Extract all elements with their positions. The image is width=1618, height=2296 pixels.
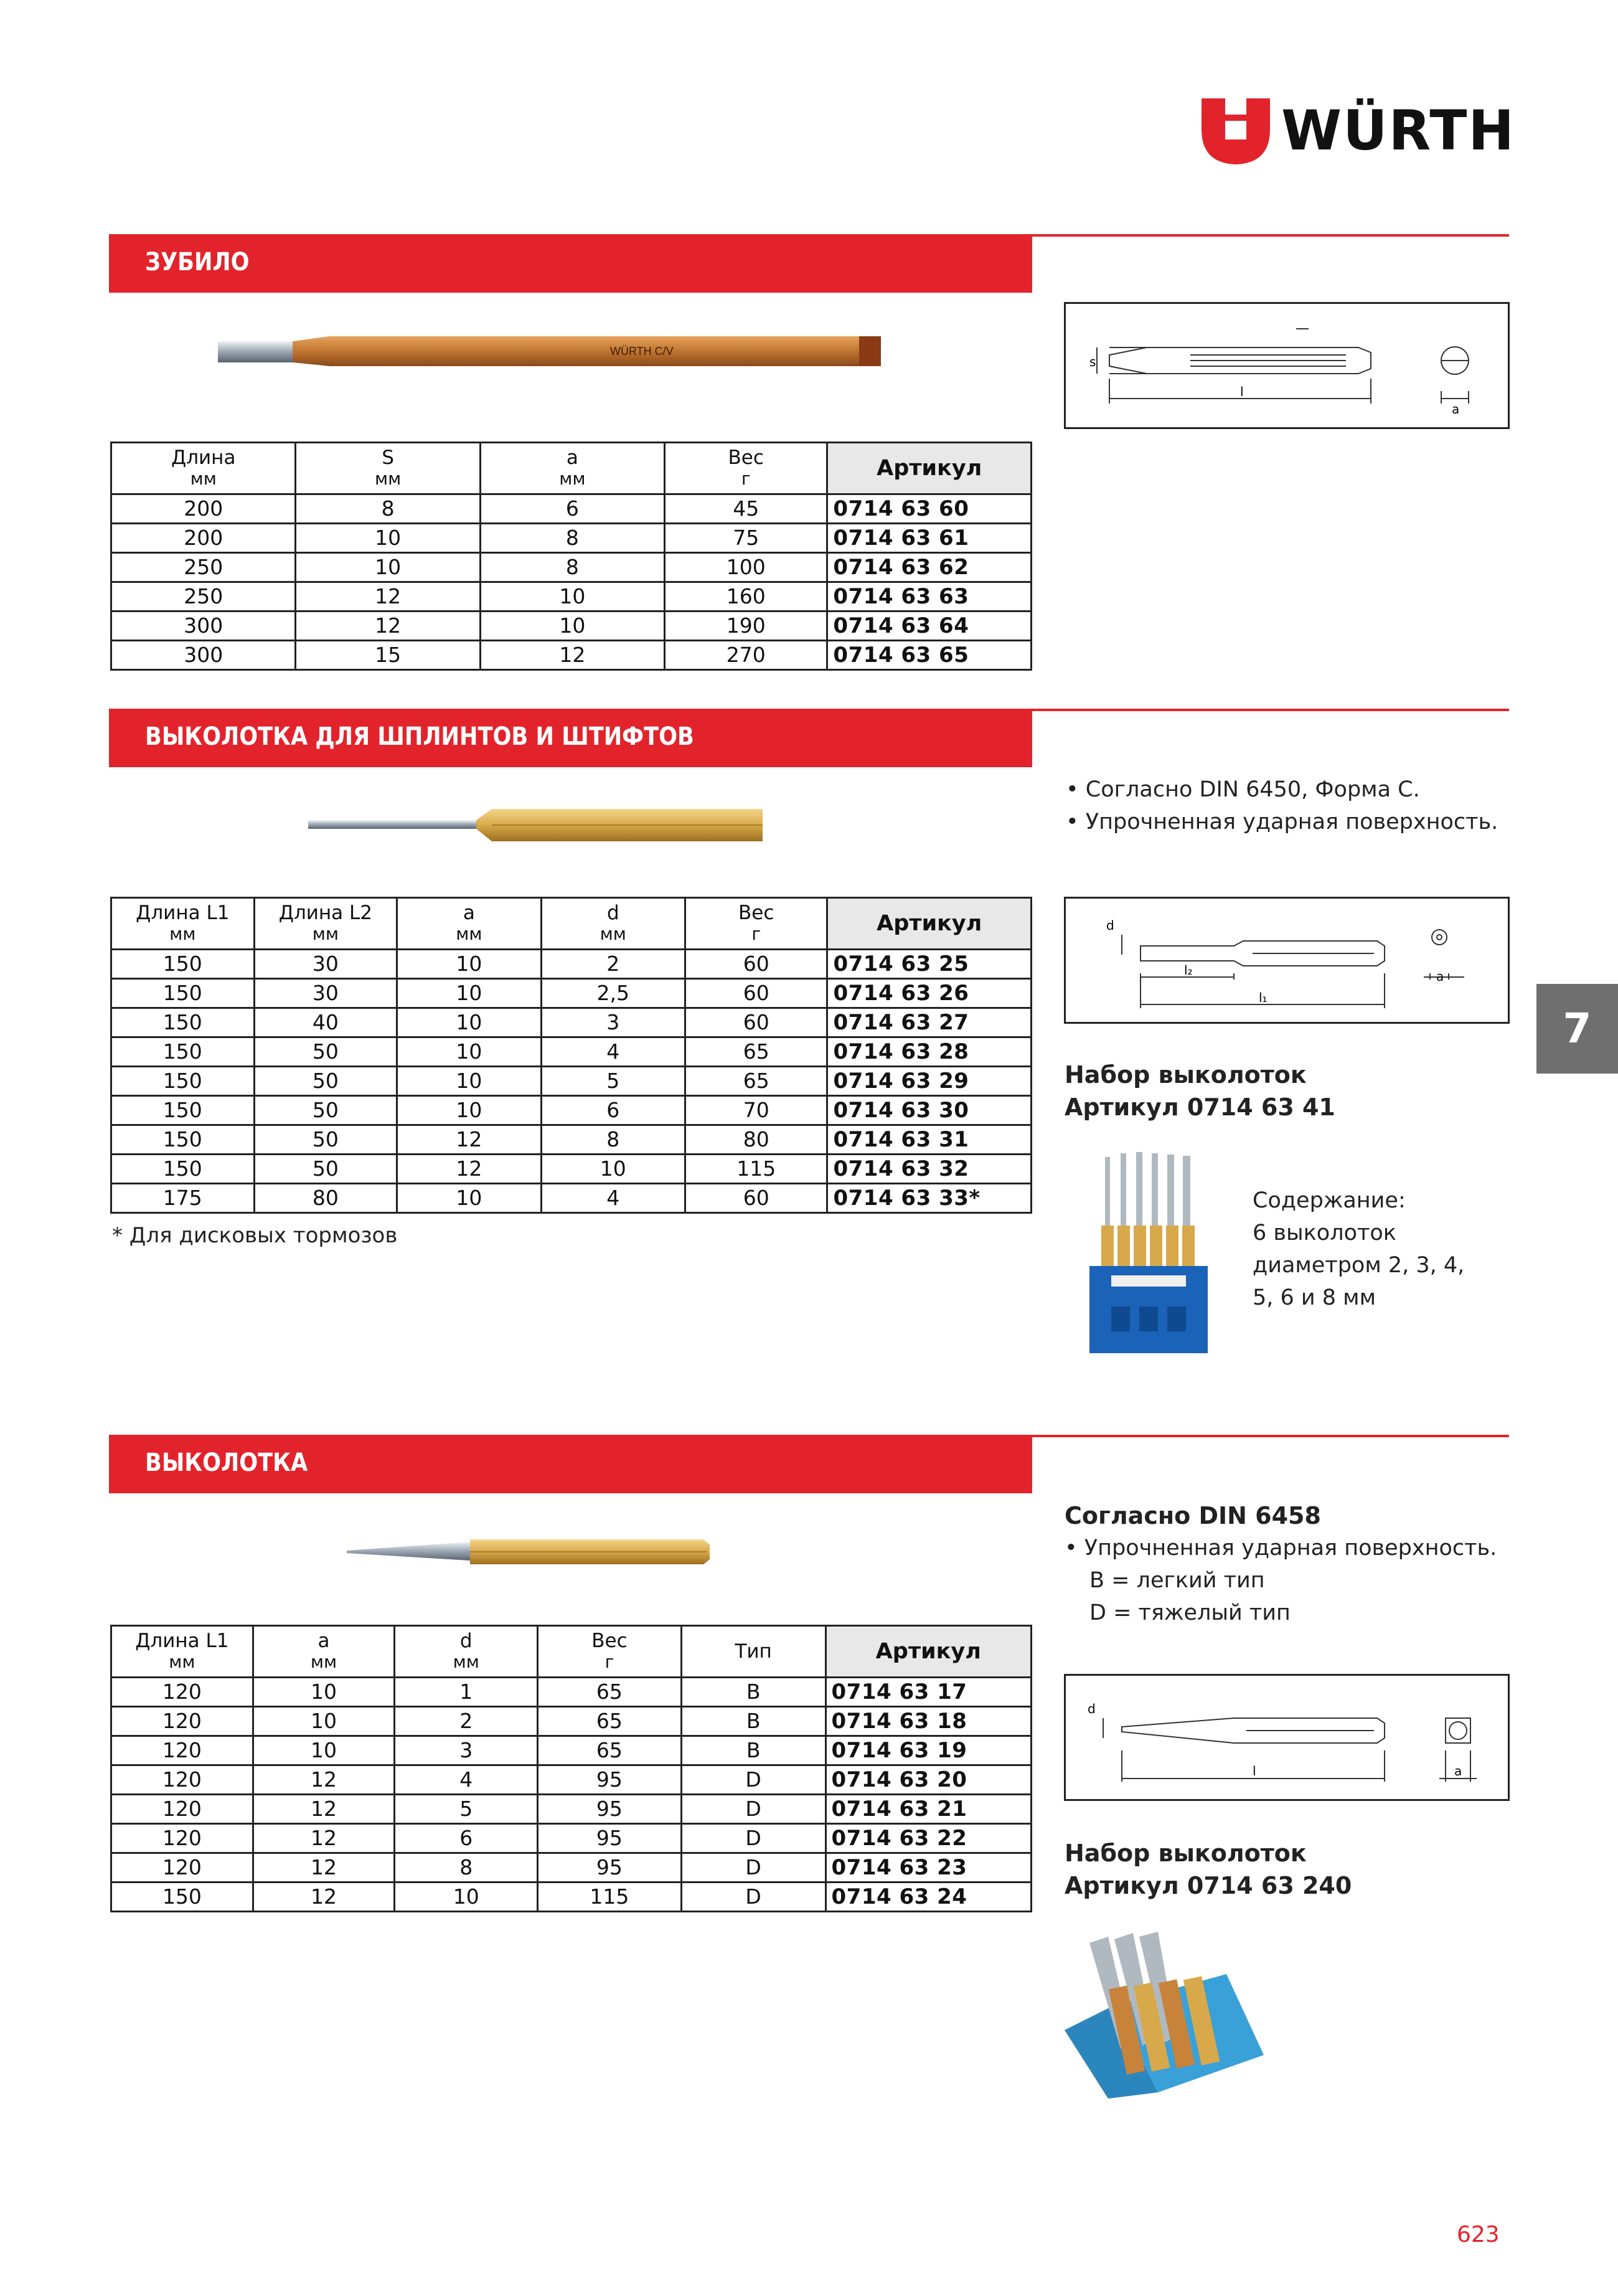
section-divider-line [1032, 1435, 1509, 1437]
table-row: 150 30 10 2 60 0714 63 25 [111, 950, 1032, 979]
table-row: 150 50 10 6 70 0714 63 30 [111, 1096, 1032, 1125]
pin-punch-bullets [1066, 773, 1498, 838]
set-article: Артикул 0714 63 41 [1065, 1094, 1335, 1121]
type-note: D = тяжелый тип [1089, 1600, 1291, 1625]
table-header: d мм [541, 898, 685, 950]
section-title: ЗУБИЛО [145, 248, 250, 276]
section-divider-line [1032, 234, 1509, 237]
table-header: d мм [395, 1626, 538, 1678]
pin-punch-set-contents [1253, 1184, 1464, 1314]
section-header-chisel [109, 234, 1032, 293]
taper-punch-set-heading [1065, 1837, 1352, 1902]
table-row: 120 10 3 65 B 0714 63 19 [111, 1736, 1032, 1765]
wurth-logo [1202, 98, 1516, 167]
table-row: 150 50 10 4 65 0714 63 28 [111, 1037, 1032, 1067]
table-header: S мм [296, 443, 480, 494]
pin-punch-label-l2: l₂ [1184, 963, 1193, 978]
table-header-article: Артикул [825, 1626, 1032, 1678]
table-row: 300 15 12 270 0714 63 65 [111, 641, 1032, 670]
table-header: Длина L1 мм [111, 898, 255, 950]
taper-punch-label-l: l [1253, 1764, 1256, 1779]
set-content-line: 6 выколоток [1253, 1221, 1396, 1245]
bullet-item: • Согласно DIN 6450, Форма С. [1066, 777, 1420, 802]
pin-punch-image [305, 800, 766, 850]
pin-punch-dimension-diagram [1064, 897, 1510, 1024]
table-header: Длина L2 мм [254, 898, 397, 950]
table-row: 300 12 10 190 0714 63 64 [111, 612, 1032, 641]
table-row: 120 12 8 95 D 0714 63 23 [111, 1853, 1032, 1883]
chisel-spec-table [110, 442, 1032, 671]
standard-text: Согласно DIN 6458 [1065, 1502, 1321, 1529]
set-content-line: диаметром 2, 3, 4, [1253, 1253, 1465, 1278]
table-header-article: Артикул [827, 898, 1032, 950]
table-row: 120 10 1 65 B 0714 63 17 [111, 1678, 1032, 1707]
table-header: Длина мм [111, 443, 296, 494]
chisel-label-l: l [1240, 384, 1244, 399]
table-header: Вес г [685, 898, 827, 950]
footnote: * Для дисковых тормозов [112, 1223, 398, 1248]
logo-text: WÜRTH [1281, 98, 1516, 163]
chisel-label-a: a [1452, 402, 1460, 417]
table-row: 175 80 10 4 60 0714 63 33* [111, 1184, 1032, 1213]
type-note: B = легкий тип [1089, 1568, 1265, 1593]
taper-punch-dimension-diagram [1064, 1674, 1510, 1801]
table-row: 120 12 4 95 D 0714 63 20 [111, 1765, 1032, 1795]
pin-punch-set-heading [1065, 1059, 1335, 1123]
table-row: 200 8 6 45 0714 63 60 [111, 494, 1032, 524]
taper-punch-set-image [1065, 1930, 1270, 2099]
set-content-line: Содержание: [1253, 1188, 1406, 1213]
table-row: 150 50 10 5 65 0714 63 29 [111, 1067, 1032, 1096]
table-row: 120 12 6 95 D 0714 63 22 [111, 1824, 1032, 1853]
table-row: 150 50 12 10 115 0714 63 32 [111, 1155, 1032, 1184]
page-number: 623 [1457, 2222, 1500, 2247]
table-row: 250 10 8 100 0714 63 62 [111, 553, 1032, 582]
chisel-marking: WÜRTH C/V [610, 345, 674, 357]
table-header: a мм [480, 443, 664, 494]
set-article: Артикул 0714 63 240 [1065, 1872, 1352, 1899]
section-title: ВЫКОЛОТКА [145, 1448, 308, 1477]
table-header: Вес г [538, 1626, 682, 1678]
pin-punch-set-image [1086, 1151, 1211, 1356]
section-header-taper-punch [109, 1435, 1032, 1493]
bullet-item: • Упрочненная ударная поверхность. [1065, 1536, 1497, 1561]
wurth-logo-mark-icon [1202, 98, 1270, 167]
set-title: Набор выколоток [1065, 1061, 1307, 1089]
taper-punch-image [346, 1533, 713, 1571]
pin-punch-label-l1: l₁ [1259, 990, 1268, 1005]
table-row: 150 40 10 3 60 0714 63 27 [111, 1008, 1032, 1037]
taper-punch-label-d: d [1088, 1701, 1096, 1716]
table-row: 150 50 12 8 80 0714 63 31 [111, 1125, 1032, 1155]
table-row: 120 10 2 65 B 0714 63 18 [111, 1707, 1032, 1736]
table-row: 120 12 5 95 D 0714 63 21 [111, 1795, 1032, 1824]
table-row: 150 12 10 115 D 0714 63 24 [111, 1883, 1032, 1912]
chisel-label-s: s [1089, 354, 1096, 369]
taper-punch-spec-table [110, 1625, 1032, 1912]
chisel-dimension-diagram [1064, 302, 1510, 429]
pin-punch-label-a: a [1436, 969, 1444, 984]
bullet-item: • Упрочненная ударная поверхность. [1066, 810, 1498, 834]
table-header-article: Артикул [827, 443, 1032, 494]
chisel-image [212, 324, 884, 386]
table-row: 250 12 10 160 0714 63 63 [111, 582, 1032, 612]
table-header: Длина L1 мм [111, 1626, 253, 1678]
pin-punch-label-d: d [1106, 918, 1114, 933]
section-divider-line [1032, 709, 1509, 711]
set-title: Набор выколоток [1065, 1840, 1307, 1867]
taper-punch-notes [1065, 1500, 1497, 1629]
table-header: Тип [681, 1626, 825, 1678]
table-header: Вес г [664, 443, 827, 494]
section-title: ВЫКОЛОТКА ДЛЯ ШПЛИНТОВ И ШТИФТОВ [145, 722, 694, 751]
chapter-tab: 7 [1536, 984, 1618, 1074]
taper-punch-label-a: a [1454, 1764, 1462, 1779]
table-header: a мм [397, 898, 541, 950]
table-row: 150 30 10 2,5 60 0714 63 26 [111, 979, 1032, 1008]
set-content-line: 5, 6 и 8 мм [1253, 1285, 1376, 1310]
pin-punch-spec-table [110, 897, 1032, 1214]
section-header-pin-punch [109, 709, 1032, 767]
table-header: a мм [253, 1626, 395, 1678]
table-row: 200 10 8 75 0714 63 61 [111, 524, 1032, 553]
